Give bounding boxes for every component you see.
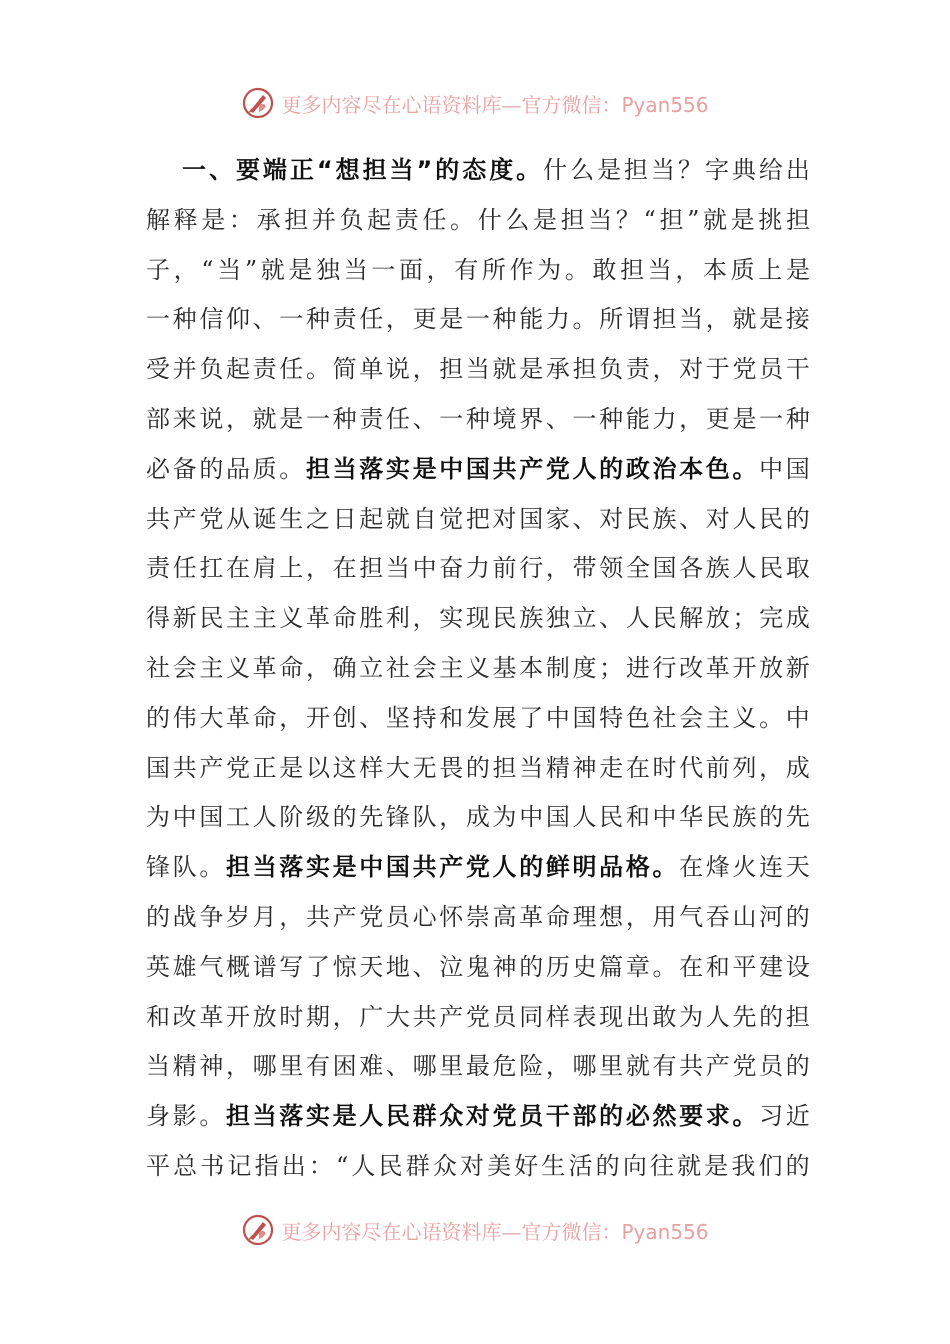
- pen-heart-logo-icon: [241, 86, 275, 120]
- text-line: 锋 队 。 担 当 落 实 是 中 国 共 产 党 人 的 鲜 明 品 格 。 在 烽 火 连 天: [146, 853, 810, 882]
- banner-text: 更多内容尽在心语资料库—官方微信：Pyan556: [281, 1219, 709, 1244]
- text-line: 一 、 要 端 正 “ 想 担 当 ” 的 态 度 。 什 么 是 担 当 ？ 字 典 给 出: [182, 156, 810, 184]
- text-line: 得 新 民 主 主 义 革 命 胜 利 ， 实 现 民 族 独 立 、 人 民 解 放 ； 完 成: [146, 604, 810, 633]
- text-line: 当 精 神 ， 哪 里 有 困 难 、 哪 里 最 危 险 ， 哪 里 就 有 共 产 党 员 的: [146, 1052, 810, 1081]
- pen-heart-logo-icon: [241, 1213, 275, 1247]
- text-line: 平 总 书 记 指 出 ： “ 人 民 群 众 对 美 好 生 活 的 向 往 就 是 我 们 的: [146, 1151, 810, 1180]
- text-line: 英 雄 气 概 谱 写 了 惊 天 地 、 泣 鬼 神 的 历 史 篇 章 。 在 和 平 建 设: [146, 952, 810, 981]
- text-line: 受 并 负 起 责 任 。 简 单 说 ， 担 当 就 是 承 担 负 责 ， 对 于 党 员 干: [146, 355, 810, 384]
- text-line: 部 来 说 ， 就 是 一 种 责 任 、 一 种 境 界 、 一 种 能 力 ， 更 是 一 种: [146, 404, 810, 433]
- text-line: 的 伟 大 革 命 ， 开 创 、 坚 持 和 发 展 了 中 国 特 色 社 会 主 义 。 中: [146, 703, 810, 732]
- footer-banner: [0, 1210, 950, 1250]
- text-line: 责 任 扛 在 肩 上 ， 在 担 当 中 奋 力 前 行 ， 带 领 全 国 各 族 人 民 取: [146, 554, 810, 583]
- header-banner: [0, 83, 950, 123]
- text-line: 社 会 主 义 革 命 ， 确 立 社 会 主 义 基 本 制 度 ； 进 行 改 革 开 放 新: [146, 653, 810, 682]
- text-line: 身 影 。 担 当 落 实 是 人 民 群 众 对 党 员 干 部 的 必 然 要 求 。 习 近: [146, 1102, 810, 1131]
- text-line: 共 产 党 从 诞 生 之 日 起 就 自 觉 把 对 国 家 、 对 民 族 、 对 人 民 的: [146, 504, 810, 533]
- text-line: 子 ， “ 当 ” 就 是 独 当 一 面 ， 有 所 作 为 。 敢 担 当 ， 本 质 上 是: [146, 255, 810, 284]
- text-line: 解 释 是 ： 承 担 并 负 起 责 任 。 什 么 是 担 当 ？ “ 担 ” 就 是 挑 担: [146, 205, 810, 234]
- banner-text: 更多内容尽在心语资料库—官方微信：Pyan556: [281, 92, 709, 117]
- article-body: [146, 146, 810, 1192]
- text-line: 国 共 产 党 正 是 以 这 样 大 无 畏 的 担 当 精 神 走 在 时 代 前 列 ， 成: [146, 753, 810, 782]
- text-line: 为 中 国 工 人 阶 级 的 先 锋 队 ， 成 为 中 国 人 民 和 中 华 民 族 的 先: [146, 803, 810, 832]
- text-line: 的 战 争 岁 月 ， 共 产 党 员 心 怀 崇 高 革 命 理 想 ， 用 气 吞 山 河 的: [146, 902, 810, 931]
- text-line: 和 改 革 开 放 时 期 ， 广 大 共 产 党 员 同 样 表 现 出 敢 为 人 先 的 担: [146, 1002, 810, 1031]
- text-line: 必 备 的 品 质 。 担 当 落 实 是 中 国 共 产 党 人 的 政 治 本 色 。 中 国: [146, 454, 810, 483]
- text-line: 一 种 信 仰 、 一 种 责 任 ， 更 是 一 种 能 力 。 所 谓 担 当 ， 就 是 接: [146, 305, 810, 334]
